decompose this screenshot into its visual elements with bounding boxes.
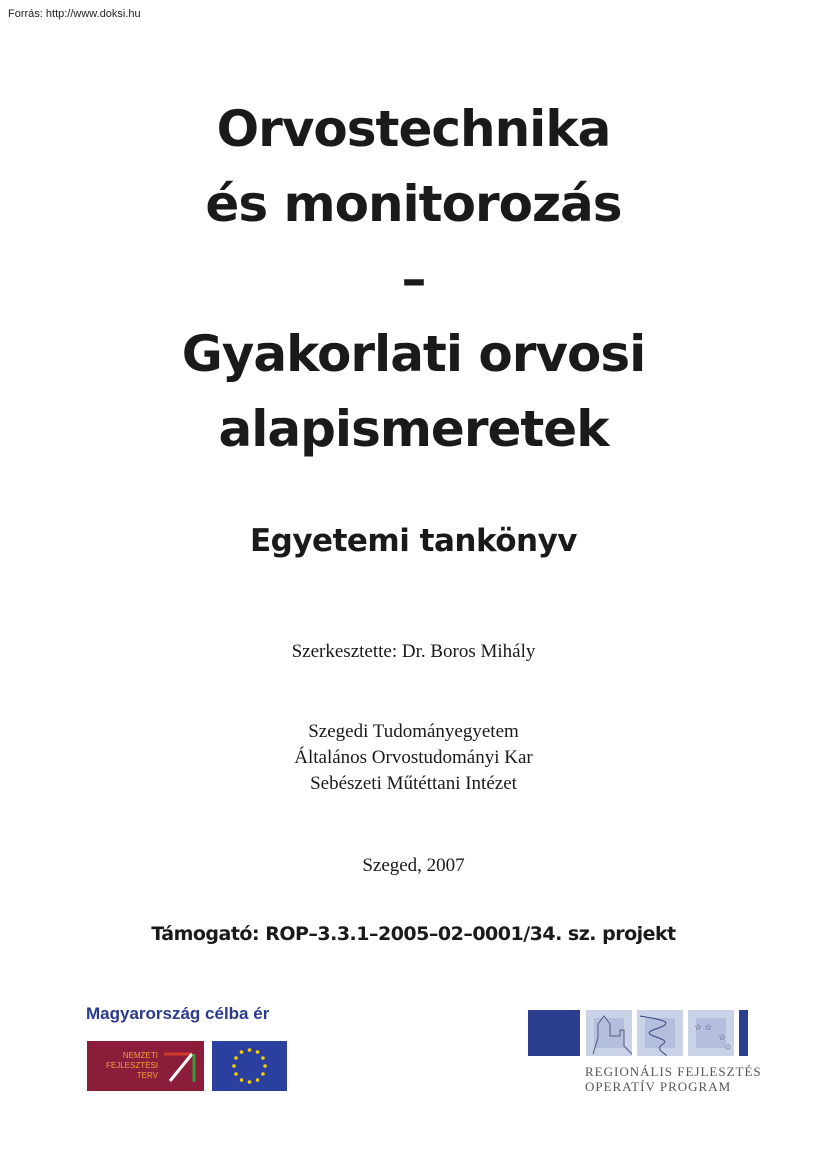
editor: Szerkesztette: Dr. Boros Mihály — [291, 641, 536, 662]
place-date: Szeged, 2007 — [362, 855, 465, 876]
institution-line-1: Szegedi Tudományegyetem — [308, 721, 519, 742]
title-line-1: Orvostechnika — [216, 100, 611, 158]
support-line: Támogató: ROP–3.3.1–2005–02–0001/34. sz. projekt — [151, 923, 676, 945]
nft-line-1: NEMZETI — [122, 1051, 158, 1060]
svg-text:☆: ☆ — [724, 1042, 733, 1052]
rop-logo — [528, 1010, 750, 1058]
title-line-4: alapismeretek — [218, 400, 609, 458]
nft-line-3: TERV — [136, 1071, 158, 1080]
title-line-3: Gyakorlati orvosi — [181, 325, 646, 383]
title-line-2: és monitorozás — [205, 175, 622, 233]
nft-mark-icon — [162, 1051, 198, 1083]
subtitle: Egyetemi tankönyv — [249, 523, 578, 559]
eu-stars-icon — [212, 1041, 287, 1091]
rop-line-2: OPERATÍV PROGRAM — [585, 1079, 732, 1094]
institution-line-2: Általános Orvostudományi Kar — [294, 747, 533, 768]
source-note: Forrás: http://www.doksi.hu — [8, 8, 141, 20]
svg-text:☆: ☆ — [718, 1032, 727, 1042]
svg-text:☆ ☆: ☆ ☆ — [694, 1022, 713, 1032]
nft-line-2: FEJLESZTÉSI — [105, 1061, 158, 1070]
rop-line-1: REGIONÁLIS FEJLESZTÉS — [585, 1064, 762, 1079]
institution-line-3: Sebészeti Műtéttani Intézet — [310, 773, 517, 794]
eu-flag-logo — [212, 1041, 287, 1091]
nft-logo — [87, 1041, 204, 1091]
title-dash: – — [401, 250, 426, 308]
slogan: Magyarország célba ér — [86, 1004, 270, 1023]
rop-text — [585, 1064, 762, 1094]
